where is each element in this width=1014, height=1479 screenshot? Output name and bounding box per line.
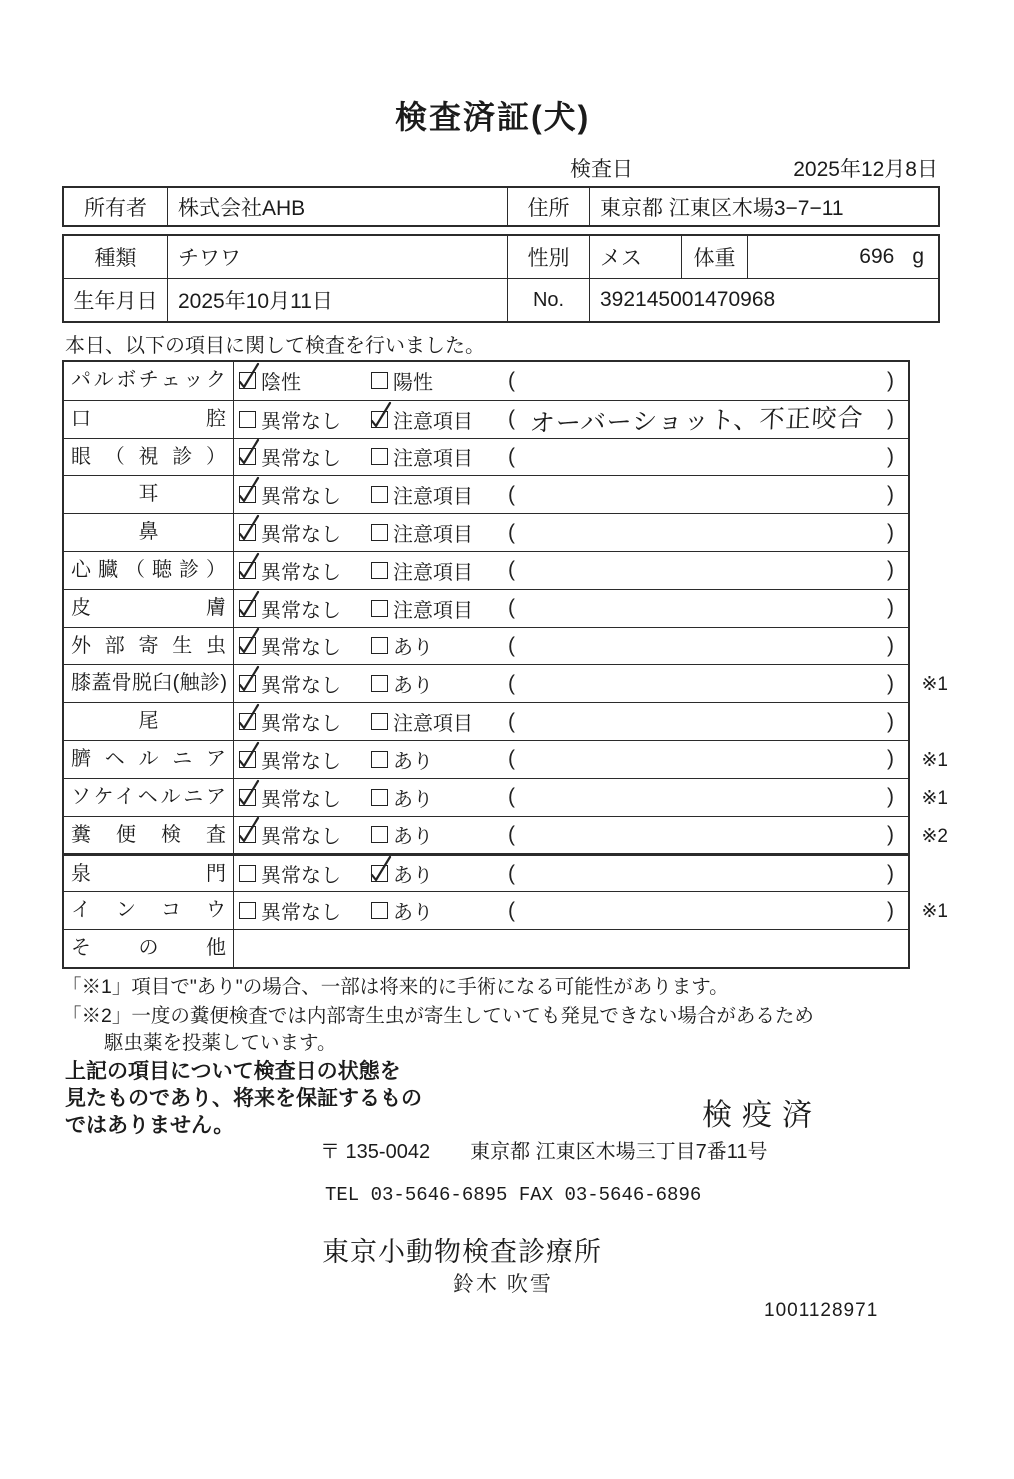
option-label-1: 異常なし <box>261 675 341 698</box>
inspection-row <box>64 551 908 589</box>
inspection-item-label: 泉門 <box>64 856 234 891</box>
intro-text: 本日、以下の項目に関して検査を行いました。 <box>65 335 485 357</box>
checkbox-1-checked <box>239 637 256 654</box>
inspection-row <box>64 627 908 665</box>
birth-value: 2025年10月11日 <box>167 279 507 321</box>
inspection-item-label: 耳 <box>64 476 234 513</box>
weight-value: 696 <box>859 245 895 268</box>
checkbox-1-checked <box>239 789 256 806</box>
disclaimer-line2: 見たものであり、将来を保証するもの <box>65 1087 422 1110</box>
inspection-item-label: 鼻 <box>64 514 234 551</box>
paren-close: ) <box>887 671 894 695</box>
checkbox-1-checked <box>239 524 256 541</box>
inspection-item-result <box>234 703 908 740</box>
owner-table <box>62 186 940 227</box>
option-group-2 <box>371 896 503 925</box>
clinic-name: 東京小動物検査診療所 <box>322 1237 602 1267</box>
inspection-row <box>64 475 908 513</box>
inspection-item-result <box>234 476 908 513</box>
option-label-1: 異常なし <box>261 826 341 849</box>
option-group-1 <box>239 896 371 925</box>
checkbox-2-unchecked <box>371 600 388 617</box>
option-label-1: 異常なし <box>261 788 341 811</box>
birth-label: 生年月日 <box>73 290 158 313</box>
no-value: 392145001470968 <box>589 279 938 321</box>
inspection-item-label: その他 <box>64 930 234 967</box>
clinic-postal-line <box>320 1135 768 1164</box>
inspection-item-result <box>234 439 908 476</box>
option-group-2 <box>371 745 503 774</box>
option-group-2 <box>371 480 503 509</box>
paren-close: ) <box>887 861 894 885</box>
option-label-1: 異常なし <box>261 865 341 888</box>
checkbox-2-unchecked <box>371 713 388 730</box>
weight-label: 体重 <box>681 236 747 278</box>
paren-close: ) <box>887 407 894 431</box>
option-group-2 <box>371 556 503 585</box>
checkbox-2-unchecked <box>371 486 388 503</box>
inspection-row <box>64 513 908 551</box>
paren-open: ( <box>508 898 515 922</box>
paren-close: ) <box>887 558 894 582</box>
checkbox-1-checked <box>239 448 256 465</box>
paren-open: ( <box>508 633 515 657</box>
checkbox-2-unchecked <box>371 826 388 843</box>
paren-close: ) <box>887 709 894 733</box>
footnote-2-line2: 駆虫薬を投薬しています。 <box>104 1032 337 1054</box>
option-label-2: あり <box>393 865 433 888</box>
weight-unit: g <box>912 245 924 268</box>
inspection-row <box>64 362 908 400</box>
inspection-table <box>62 360 948 969</box>
checkbox-1-checked <box>239 372 256 389</box>
inspection-item-label: 膝蓋骨脱臼(触診) <box>64 665 234 702</box>
inspection-item-label: 糞便検査 <box>64 817 234 854</box>
paren-open: ( <box>508 520 515 544</box>
exam-date-label: 検査日 <box>570 158 633 181</box>
footnote-ref: ※1 <box>921 749 948 771</box>
option-label-2: あり <box>393 788 433 811</box>
option-label-2: 注意項目 <box>393 410 473 433</box>
inspection-item-label: 臍ヘルニア <box>64 741 234 778</box>
checkbox-2-unchecked <box>371 562 388 579</box>
footnote-ref: ※1 <box>921 674 948 696</box>
inspection-item-result <box>234 514 908 551</box>
paren-open: ( <box>508 407 515 431</box>
option-label-1: 異常なし <box>261 524 341 547</box>
paren-open: ( <box>508 444 515 468</box>
paren-close: ) <box>887 898 894 922</box>
inspection-item-result <box>234 628 908 665</box>
paren-open: ( <box>508 482 515 506</box>
inspection-item-result <box>234 741 908 778</box>
postal-code: 〒 135-0042 <box>320 1141 431 1163</box>
checkbox-2-unchecked <box>371 372 388 389</box>
paren-close: ) <box>887 368 894 392</box>
inspection-item-result <box>234 590 908 627</box>
option-group-2 <box>371 594 503 623</box>
paren-open: ( <box>508 596 515 620</box>
option-label-1: 異常なし <box>261 486 341 509</box>
option-group-1 <box>239 556 371 585</box>
option-group-1 <box>239 594 371 623</box>
breed-row <box>64 236 938 278</box>
option-group-1 <box>239 745 371 774</box>
inspection-item-result <box>234 856 908 891</box>
serial-number: 1001128971 <box>764 1300 879 1321</box>
inspection-row <box>64 400 908 438</box>
animal-info-table <box>62 234 940 323</box>
inspection-item-label: 尾 <box>64 703 234 740</box>
inspection-item-result <box>234 362 908 400</box>
checkbox-1-checked <box>239 486 256 503</box>
checkbox-1-unchecked <box>239 865 256 882</box>
checkbox-1-checked <box>239 562 256 579</box>
option-label-2: 注意項目 <box>393 713 473 736</box>
paren-close: ) <box>887 596 894 620</box>
exam-date-value: 2025年12月8日 <box>793 158 938 181</box>
inspection-item-label: インコウ <box>64 892 234 929</box>
option-group-1 <box>239 518 371 547</box>
inspection-row <box>64 438 908 476</box>
inspection-item-label: 眼（視診） <box>64 439 234 476</box>
option-group-2 <box>371 366 503 395</box>
option-group-1 <box>239 859 371 888</box>
paren-open: ( <box>508 709 515 733</box>
quarantine-stamp: 検疫済 <box>702 1099 822 1132</box>
inspection-item-result <box>234 779 908 816</box>
inspection-row <box>64 929 908 967</box>
checkbox-1-checked <box>239 713 256 730</box>
option-group-1 <box>239 366 371 395</box>
paren-close: ) <box>887 822 894 846</box>
option-group-1 <box>239 707 371 736</box>
sex-value: メス <box>589 236 681 278</box>
option-label-2: 注意項目 <box>393 599 473 622</box>
note-area <box>515 401 908 437</box>
inspection-item-label: パルボチェック <box>64 362 234 400</box>
inspection-item-result <box>234 892 908 929</box>
no-label: No. <box>507 279 589 321</box>
checkbox-1-checked <box>239 675 256 692</box>
option-label-2: 注意項目 <box>393 448 473 471</box>
option-group-2 <box>371 820 503 849</box>
address-value: 東京都 江東区木場3−7−11 <box>589 188 938 225</box>
option-group-2 <box>371 859 503 888</box>
owner-row <box>64 188 938 225</box>
checkbox-1-checked <box>239 826 256 843</box>
breed-value: チワワ <box>167 236 507 278</box>
checkbox-2-unchecked <box>371 789 388 806</box>
paren-open: ( <box>508 861 515 885</box>
disclaimer-line3: ではありません。 <box>65 1114 235 1137</box>
option-label-1: 異常なし <box>261 448 341 471</box>
inspection-item-result <box>234 930 908 967</box>
option-label-1: 異常なし <box>261 410 341 433</box>
option-label-2: 注意項目 <box>393 486 473 509</box>
paren-open: ( <box>508 558 515 582</box>
inspection-row <box>64 816 948 854</box>
sex-label: 性別 <box>507 236 589 278</box>
owner-label: 所有者 <box>84 196 147 220</box>
inspection-item-label: 心臓（聴診） <box>64 552 234 589</box>
option-label-2: あり <box>393 826 433 849</box>
inspection-row <box>64 891 948 929</box>
option-label-2: あり <box>393 902 433 925</box>
option-label-1: 異常なし <box>261 599 341 622</box>
option-label-2: 注意項目 <box>393 524 473 547</box>
inspection-item-label: 皮膚 <box>64 590 234 627</box>
inspection-item-result <box>234 552 908 589</box>
option-group-1 <box>239 631 371 660</box>
birth-row <box>64 278 938 321</box>
paren-close: ) <box>887 444 894 468</box>
paren-close: ) <box>887 785 894 809</box>
checkbox-2-checked <box>371 411 388 428</box>
inspection-row <box>64 589 908 627</box>
footnote-ref: ※1 <box>921 901 948 923</box>
page-title: 検査済証(犬) <box>395 99 591 135</box>
paren-open: ( <box>508 368 515 392</box>
owner-value: 株式会社AHB <box>167 188 507 225</box>
weight-cell <box>747 236 938 278</box>
option-label-1: 異常なし <box>261 561 341 584</box>
inspection-item-result <box>234 817 908 854</box>
option-label-2: あり <box>393 750 433 773</box>
paren-open: ( <box>508 822 515 846</box>
option-group-2 <box>371 669 503 698</box>
paren-close: ) <box>887 633 894 657</box>
option-label-2: 注意項目 <box>393 561 473 584</box>
examiner-name: 鈴木 吹雪 <box>453 1273 553 1296</box>
inspection-row <box>64 740 948 778</box>
inspection-row <box>64 664 948 702</box>
checkbox-2-unchecked <box>371 751 388 768</box>
checkbox-2-unchecked <box>371 637 388 654</box>
disclaimer <box>65 1058 422 1139</box>
checkbox-1-unchecked <box>239 411 256 428</box>
checkbox-2-unchecked <box>371 675 388 692</box>
clinic-address: 東京都 江東区木場三丁目7番11号 <box>470 1141 768 1163</box>
inspection-row <box>64 702 908 740</box>
inspection-row <box>64 778 948 816</box>
option-label-2: あり <box>393 675 433 698</box>
option-group-2 <box>371 783 503 812</box>
checkbox-2-unchecked <box>371 902 388 919</box>
option-label-1: 異常なし <box>261 750 341 773</box>
option-label-2: 陽性 <box>393 372 433 395</box>
inspection-item-result <box>234 401 908 438</box>
option-group-2 <box>371 631 503 660</box>
paren-open: ( <box>508 785 515 809</box>
paren-close: ) <box>887 482 894 506</box>
footnote-ref: ※2 <box>921 825 948 847</box>
address-label: 住所 <box>507 188 589 225</box>
checkbox-2-unchecked <box>371 448 388 465</box>
checkbox-2-checked <box>371 865 388 882</box>
option-group-1 <box>239 442 371 471</box>
option-label-1: 異常なし <box>261 902 341 925</box>
inspection-item-result <box>234 665 908 702</box>
paren-open: ( <box>508 671 515 695</box>
paren-close: ) <box>887 747 894 771</box>
footnote-1: 「※1」項目で"あり"の場合、一部は将来的に手術になる可能性があります。 <box>62 976 729 998</box>
paren-open: ( <box>508 747 515 771</box>
option-group-1 <box>239 480 371 509</box>
option-group-2 <box>371 442 503 471</box>
option-label-1: 異常なし <box>261 637 341 660</box>
checkbox-2-unchecked <box>371 524 388 541</box>
option-label-2: あり <box>393 637 433 660</box>
inspection-item-label: ソケイヘルニア <box>64 779 234 816</box>
inspection-item-label: 口腔 <box>64 401 234 438</box>
handwritten-note: オーバーショット、不正咬合 <box>528 404 865 439</box>
disclaimer-line1: 上記の項目について検査日の状態を <box>65 1060 401 1083</box>
footnote-2-line1: 「※2」一度の糞便検査では内部寄生虫が寄生していても発見できない場合があるため <box>62 1005 814 1027</box>
option-group-1 <box>239 783 371 812</box>
checkbox-1-unchecked <box>239 902 256 919</box>
breed-label: 種類 <box>94 247 137 270</box>
checkbox-1-checked <box>239 751 256 768</box>
option-group-2 <box>371 405 503 434</box>
clinic-telfax: TEL 03-5646-6895 FAX 03-5646-6896 <box>325 1184 702 1206</box>
option-group-2 <box>371 707 503 736</box>
inspection-item-label: 外部寄生虫 <box>64 628 234 665</box>
option-group-1 <box>239 820 371 849</box>
option-label-1: 陰性 <box>261 372 301 395</box>
paren-close: ) <box>887 520 894 544</box>
option-group-2 <box>371 518 503 547</box>
checkbox-1-checked <box>239 600 256 617</box>
footnote-ref: ※1 <box>921 787 948 809</box>
option-group-1 <box>239 669 371 698</box>
option-label-1: 異常なし <box>261 713 341 736</box>
inspection-row <box>64 853 908 891</box>
option-group-1 <box>239 405 371 434</box>
